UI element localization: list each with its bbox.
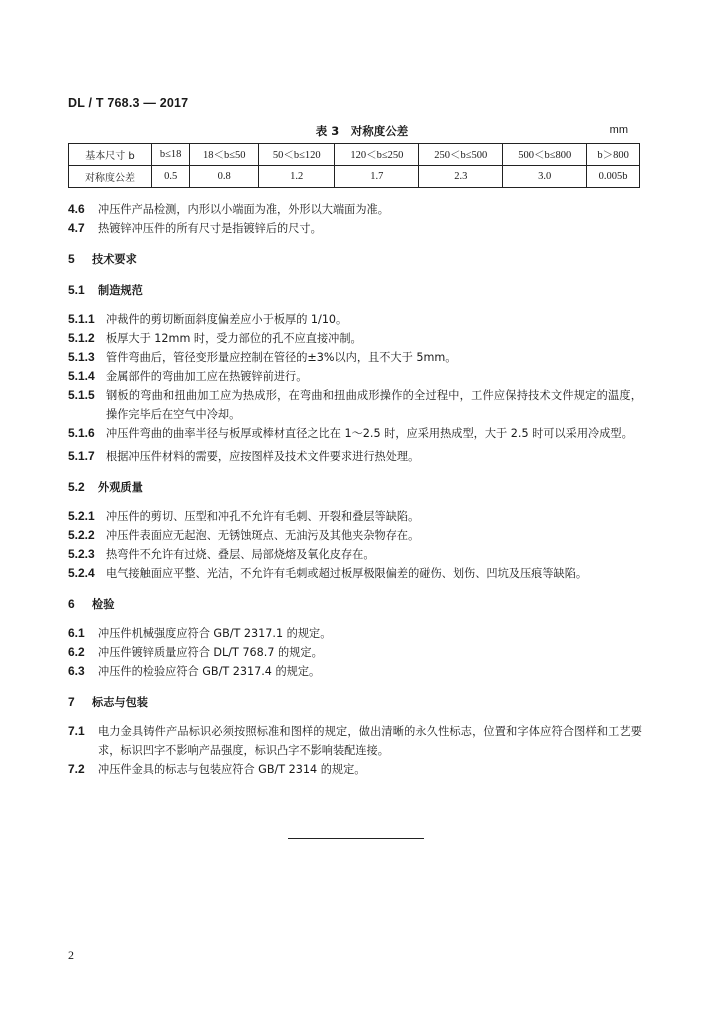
clause-6-1 (68, 624, 642, 643)
table-cell: 250＜b≤500 (419, 144, 503, 166)
clause-text: 冲压件的剪切、压型和冲孔不允许有毛刺、开裂和叠层等缺陷。 (106, 510, 420, 523)
clause-5-1-3 (68, 348, 642, 367)
table-cell: 3.0 (503, 166, 587, 188)
section-title: 技术要求 (92, 253, 137, 266)
section-number: 6 (68, 597, 75, 611)
clause-text: 冲压件金具的标志与包装应符合 GB/T 2314 的规定。 (98, 763, 366, 776)
clause-5-1-4 (68, 367, 642, 386)
table-cell: 500＜b≤800 (503, 144, 587, 166)
section-title: 标志与包装 (92, 696, 148, 709)
clause-text: 电气接触面应平整、光洁，不允许有毛刺或超过板厚极限偏差的碰伤、划伤、凹坑及压痕等缺陷。 (106, 567, 588, 580)
table-row (69, 166, 640, 188)
clause-number: 5.1.5 (68, 388, 95, 402)
clause-text: 管件弯曲后，管径变形量应控制在管径的±3%以内，且不大于 5mm。 (106, 351, 457, 364)
clause-5-2-3 (68, 545, 642, 564)
section-number: 7 (68, 695, 75, 709)
clause-number: 6.2 (68, 645, 85, 659)
clause-text: 冲压件表面应无起泡、无锈蚀斑点、无油污及其他夹杂物存在。 (106, 529, 420, 542)
table-cell: b＞800 (587, 144, 640, 166)
table-cell: 2.3 (419, 166, 503, 188)
clause-4-7 (68, 219, 642, 238)
clause-text: 热弯件不允许有过烧、叠层、局部烧熔及氧化皮存在。 (106, 548, 375, 561)
section-5-heading (68, 250, 642, 269)
clause-5-1-5 (68, 386, 642, 424)
section-5-2-heading (68, 478, 642, 497)
clause-text: 冲压件镀锌质量应符合 DL/T 768.7 的规定。 (98, 646, 323, 659)
clause-5-2-2 (68, 526, 642, 545)
clause-number: 6.3 (68, 664, 85, 678)
clause-number: 5.1.2 (68, 331, 95, 345)
section-number: 5 (68, 252, 75, 266)
table-cell: 0.005b (587, 166, 640, 188)
section-number: 5.1 (68, 283, 85, 297)
clause-text: 金属部件的弯曲加工应在热镀锌前进行。 (106, 370, 308, 383)
clause-5-2-1 (68, 507, 642, 526)
clause-number: 4.6 (68, 202, 85, 216)
clause-text: 板厚大于 12mm 时，受力部位的孔不应直接冲制。 (106, 332, 362, 345)
clause-5-1-1 (68, 310, 642, 329)
table-unit: mm (609, 124, 628, 136)
table-caption: 表 3 对称度公差 (315, 124, 409, 138)
body-text (68, 200, 642, 779)
clause-number: 7.2 (68, 762, 85, 776)
clause-text: 冲压件的检验应符合 GB/T 2317.4 的规定。 (98, 665, 321, 678)
clause-text: 冲裁件的剪切断面斜度偏差应小于板厚的 1/10。 (106, 313, 348, 326)
table-cell: 120＜b≤250 (335, 144, 419, 166)
clause-text: 钢板的弯曲和扭曲加工应为热成形，在弯曲和扭曲成形操作的全过程中，工件应保持技术文件规定的温度，操作完毕后在空气中冷却。 (106, 389, 642, 421)
clause-number: 5.1.6 (68, 426, 95, 440)
table-cell: 18＜b≤50 (190, 144, 259, 166)
clause-text: 冲压件弯曲的曲率半径与板厚或棒材直径之比在 1～2.5 时，应采用热成型，大于 2.5 时可以采用冷成型。 (106, 427, 633, 440)
clause-text: 热镀锌冲压件的所有尺寸是指镀锌后的尺寸。 (98, 222, 322, 235)
section-6-heading (68, 595, 642, 614)
clause-text: 冲压件产品检测，内形以小端面为准，外形以大端面为准。 (98, 203, 389, 216)
table-cell: 1.7 (335, 166, 419, 188)
symmetry-tolerance-table (68, 143, 640, 188)
clause-text: 冲压件机械强度应符合 GB/T 2317.1 的规定。 (98, 627, 332, 640)
clause-5-1-2 (68, 329, 642, 348)
table-cell: 0.5 (152, 166, 190, 188)
table-cell: 0.8 (190, 166, 259, 188)
table-row-label: 对称度公差 (69, 166, 152, 188)
clause-number: 5.1.1 (68, 312, 95, 326)
standard-header: DL / T 768.3 — 2017 (68, 96, 189, 110)
clause-number: 7.1 (68, 724, 85, 738)
table-row (69, 144, 640, 166)
clause-6-2 (68, 643, 642, 662)
section-title: 制造规范 (98, 284, 143, 297)
clause-number: 5.1.3 (68, 350, 95, 364)
section-number: 5.2 (68, 480, 85, 494)
clause-number: 5.2.3 (68, 547, 95, 561)
section-title: 检验 (92, 598, 115, 611)
end-rule (288, 838, 424, 839)
clause-number: 5.2.2 (68, 528, 95, 542)
clause-number: 5.1.4 (68, 369, 95, 383)
table-cell: b≤18 (152, 144, 190, 166)
clause-6-3 (68, 662, 642, 681)
table-cell: 50＜b≤120 (259, 144, 335, 166)
clause-5-1-6 (68, 424, 642, 443)
clause-number: 4.7 (68, 221, 85, 235)
section-7-heading (68, 693, 642, 712)
clause-5-2-4 (68, 564, 642, 583)
clause-number: 5.2.1 (68, 509, 95, 523)
clause-number: 5.2.4 (68, 566, 95, 580)
clause-number: 5.1.7 (68, 449, 95, 463)
clause-number: 6.1 (68, 626, 85, 640)
table-cell: 1.2 (259, 166, 335, 188)
clause-4-6 (68, 200, 642, 219)
section-title: 外观质量 (98, 481, 143, 494)
clause-text: 根据冲压件材料的需要，应按图样及技术文件要求进行热处理。 (106, 450, 420, 463)
clause-text: 电力金具铸件产品标识必须按照标准和图样的规定，做出清晰的永久性标志，位置和字体应符合图样和工艺要求，标识凹字不影响产品强度，标识凸字不影响装配连接。 (98, 725, 642, 757)
clause-7-2 (68, 760, 642, 779)
page-number: 2 (68, 948, 74, 962)
section-5-1-heading (68, 281, 642, 300)
clause-5-1-7 (68, 447, 642, 466)
clause-7-1 (68, 722, 642, 760)
table-row-label: 基本尺寸 b (69, 144, 152, 166)
